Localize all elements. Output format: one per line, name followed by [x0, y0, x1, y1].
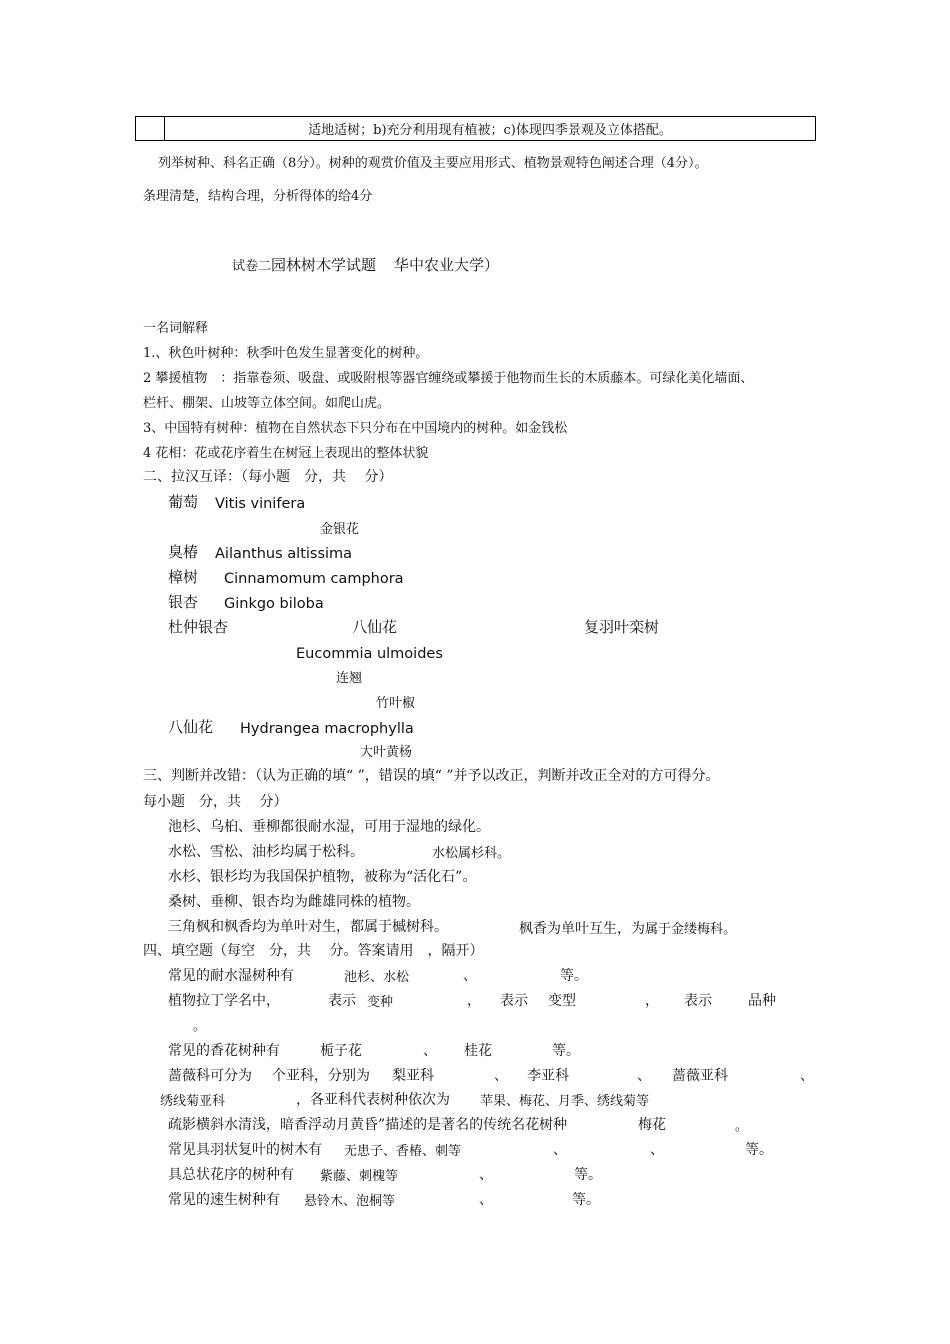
putao-label: 葡萄	[168, 493, 199, 511]
fill-separator: 、	[800, 1068, 814, 1084]
section1-item: 1.、秋色叶树种：秋季叶色发生显著变化的树种。	[143, 346, 429, 361]
chouchun-label: 臭椿	[168, 543, 199, 561]
section3-heading: 三、判断并改错：（认为正确的填“ ”，错误的填“ ”并予以改正，判断并改正全对的方可得分。	[143, 768, 720, 784]
section1-heading: 一名词解释	[143, 321, 209, 336]
judge-answer: 水松属杉科。	[432, 846, 511, 861]
answer-table-row	[135, 116, 816, 141]
judge-answer	[519, 920, 736, 936]
yinxing-label: 银杏	[168, 593, 199, 611]
fill-text: 个亚科，分别为	[272, 1068, 370, 1084]
fill-answer: 梨亚科	[392, 1068, 434, 1084]
exam-title-main: 园林树木学试题	[271, 256, 377, 274]
scoring-line-2: 条理清楚，结构合理，分析得体的给4分	[143, 189, 373, 204]
judge-question: 水杉、银杉均为我国保护植物，被称为“活化石”。	[168, 869, 477, 885]
fill-end: 等。	[552, 1043, 580, 1059]
judge-answer-part: 枫香为单叶互生，为	[519, 921, 645, 937]
fill-separator: 、	[553, 1142, 567, 1158]
fill-end: 等。	[560, 968, 588, 984]
judge-answer-part: 属于金缕梅科。	[645, 922, 737, 937]
table-answer-cell: 适地适树；b)充分利用现有植被；c)体现四季景观及立体搭配。	[308, 123, 672, 138]
fuyu-label: 复羽叶栾树	[584, 618, 660, 636]
baxianhua-label: 八仙花	[168, 718, 214, 736]
fill-separator: 、	[637, 1068, 651, 1084]
lianqiao-label: 连翘	[336, 671, 363, 686]
fill-separator: 、	[463, 968, 477, 984]
fill-answer: 蔷薇亚科	[672, 1068, 728, 1084]
duzhong-label: 杜仲银杏	[168, 618, 229, 636]
judge-question: 三角枫和枫香均为单叶对生，都属于槭树科。	[168, 919, 448, 935]
fill-text: 表示	[684, 993, 712, 1009]
fill-end: 等。	[745, 1142, 773, 1158]
scoring-line-1: 列举树种、科名正确（8分）。树种的观赏价值及主要应用形式、植物景观特色阐述合理（4分）。	[158, 156, 708, 171]
exam-title-prefix: 试卷二	[232, 259, 272, 274]
yinxing-latin: Ginkgo biloba	[224, 596, 324, 612]
fill-separator: 、	[479, 1167, 493, 1183]
table-index-cell	[136, 117, 165, 140]
fill-separator: ，	[645, 993, 659, 1009]
fill-question: 常见的香花树种有	[168, 1043, 280, 1059]
fill-question: 常见具羽状复叶的树木有	[168, 1142, 322, 1158]
fill-end: 等。	[574, 1167, 602, 1183]
fill-question: 常见的速生树种有	[168, 1192, 280, 1208]
fill-question: 植物拉丁学名中，	[168, 993, 280, 1009]
baxianhua-mid-label: 八仙花	[352, 618, 398, 636]
section1-item: 栏杆、棚架、山坡等立体空间。如爬山虎。	[143, 396, 391, 411]
fill-answer: 梅花	[638, 1117, 666, 1133]
dayehuangyang-label: 大叶黄杨	[360, 745, 413, 760]
fill-separator: 、	[650, 1142, 664, 1158]
fill-answer: 无患子、香椿、刺等	[344, 1144, 462, 1159]
fill-question: 疏影横斜水清浅，暗香浮动月黄昏”描述的是著名的传统名花树种	[168, 1117, 568, 1133]
zhangshu-latin: Cinnamomum camphora	[224, 571, 404, 587]
section2-heading: 二、拉汉互译：（每小题 分，共 分）	[143, 469, 393, 485]
exam-title	[232, 257, 499, 273]
exam-title-school: 华中农业大学）	[394, 256, 500, 274]
fill-question: 常见的耐水湿树种有	[168, 968, 294, 984]
jinyinhua-label: 金银花	[320, 522, 360, 537]
putao-latin: Vitis vinifera	[215, 496, 306, 512]
zhangshu-label: 樟树	[168, 568, 199, 586]
fill-separator: 、	[423, 1043, 437, 1059]
section1-item: 2 攀援植物 ：指靠卷须、吸盘、或吸附根等器官缠绕或攀援于他物而生长的木质藤本。可绿化美化墙面、	[143, 371, 754, 386]
section1-item: 4 花相：花或花序着生在树冠上表现出的整体状貌	[143, 446, 429, 461]
fill-text: ，各亚科代表树种依次为	[296, 1092, 450, 1108]
section1-item: 3、中国特有树种：植物在自然状态下只分布在中国境内的树种。如金钱松	[143, 421, 568, 436]
fill-answer: 李亚科	[527, 1068, 569, 1084]
fill-answer: 苹果、梅花、月季、绣线菊等	[480, 1094, 650, 1109]
fill-answer: 桂花	[464, 1043, 492, 1059]
judge-question: 桑树、垂柳、银杏均为雌雄同株的植物。	[168, 894, 420, 910]
fill-question: 蔷薇科可分为	[168, 1068, 252, 1084]
fill-separator: 、	[479, 1192, 493, 1208]
fill-answer: 池杉、水松	[344, 970, 410, 985]
hydrangea-latin: Hydrangea macrophylla	[240, 721, 414, 737]
fill-question: 具总状花序的树种有	[168, 1167, 294, 1183]
fill-answer: 品种	[748, 993, 776, 1009]
fill-answer: 栀子花	[320, 1043, 362, 1059]
chouchun-latin: Ailanthus altissima	[215, 546, 353, 562]
fill-end: 。	[193, 1019, 207, 1034]
section3-heading-2: 每小题 分，共 分）	[143, 794, 288, 810]
judge-question: 水松、雪松、油杉均属于松科。	[168, 844, 364, 860]
fill-separator: 、	[494, 1068, 508, 1084]
section4-heading: 四、填空题（每空 分，共 分。答案请用 ，隔开）	[143, 943, 484, 959]
fill-end: 。	[735, 1119, 749, 1134]
fill-answer: 悬铃木、泡桐等	[304, 1194, 396, 1209]
zhuyejiao-label: 竹叶椒	[376, 696, 416, 711]
fill-text: 表示	[500, 993, 528, 1009]
fill-answer: 绣线菊亚科	[160, 1094, 226, 1109]
fill-answer: 变种	[367, 995, 394, 1010]
fill-text: 表示	[328, 993, 356, 1009]
fill-separator: ，	[467, 993, 481, 1009]
fill-end: 等。	[572, 1192, 600, 1208]
fill-answer: 紫藤、刺槐等	[320, 1169, 399, 1184]
eucommia-latin: Eucommia ulmoides	[296, 646, 443, 662]
fill-answer: 变型	[548, 993, 576, 1009]
judge-question: 池杉、乌桕、垂柳都很耐水湿，可用于湿地的绿化。	[168, 819, 490, 835]
